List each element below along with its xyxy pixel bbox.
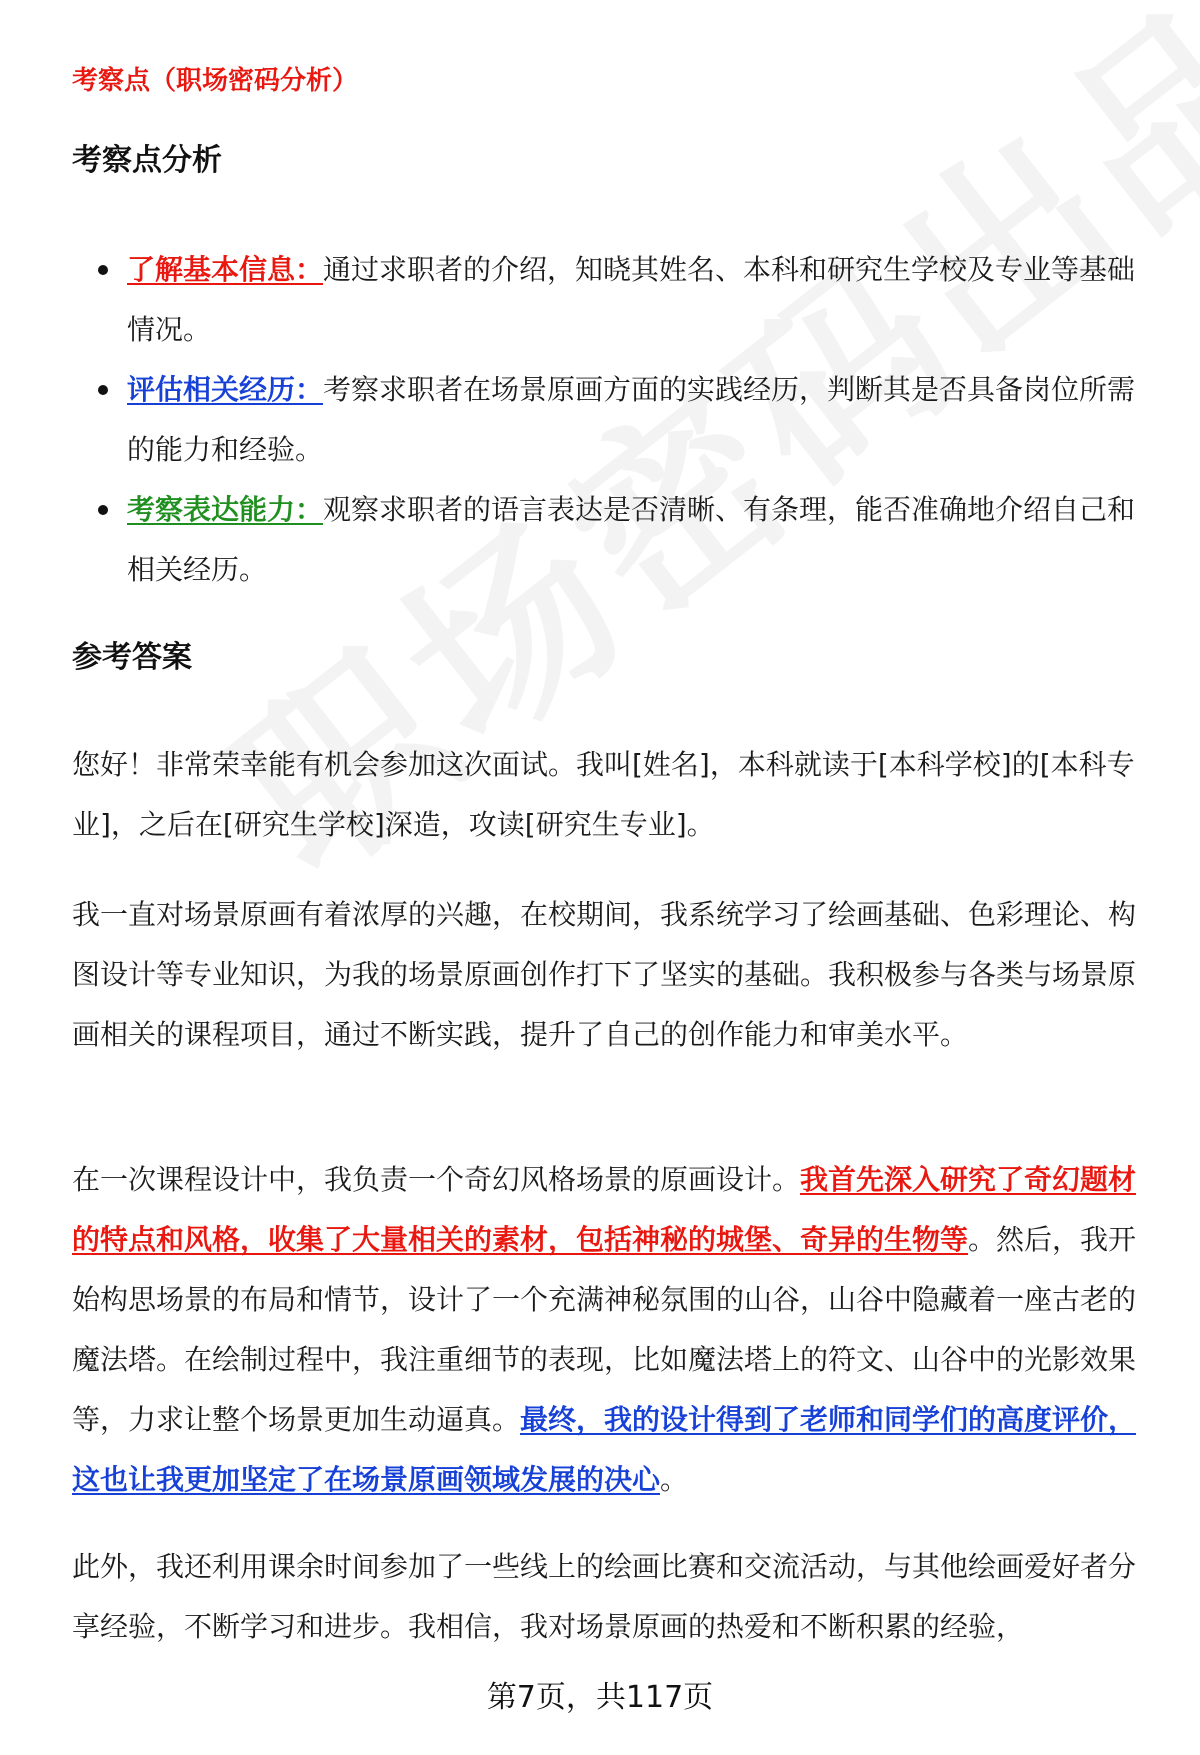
bullet-icon (98, 505, 108, 515)
answer-paragraph-extra: 此外，我还利用课余时间参加了一些线上的绘画比赛和交流活动，与其他绘画爱好者分享经验，不断学习和进步。我相信，我对场景原画的热爱和不断积累的经验， (72, 1550, 1137, 1643)
page-number: 第7页，共117页 (486, 1680, 714, 1715)
analysis-point (72, 480, 1142, 600)
answer-paragraph-project (72, 1150, 1147, 1510)
analysis-points-list (72, 240, 1142, 600)
point-keyword: 评估相关经历： (127, 373, 324, 406)
page-title: 考察点（职场密码分析） (72, 66, 359, 96)
answer-paragraph-interest: 我一直对场景原画有着浓厚的兴趣，在校期间，我系统学习了绘画基础、色彩理论、构图设计等专业知识，为我的场景原画创作打下了坚实的基础。我积极参与各类与场景原画相关的课程项目，通过不断实践，提升了自己的创作能力和审美水平。 (72, 898, 1137, 1051)
point-keyword: 了解基本信息： (127, 253, 324, 286)
highlight-result: 最终，我的设计得到了老师和同学们的高度评价，这也让我更加坚定了在场景原画领域发展的决心 (72, 1403, 1137, 1496)
highlight-research: 我首先深入研究了奇幻题材的特点和风格，收集了大量相关的素材，包括神秘的城堡、奇异的生物等 (72, 1163, 1137, 1256)
point-text: 考察求职者在场景原画方面的实践经历，判断其是否具备岗位所需的能力和经验。 (127, 373, 1136, 466)
project-text-middle: 。然后，我开始构思场景的布局和情节，设计了一个充满神秘氛围的山谷，山谷中隐藏着一座古老的魔法塔。在绘制过程中，我注重细节的表现，比如魔法塔上的符文、山谷中的光影效果等，力求让整个场景更加生动逼真。 (72, 1223, 1137, 1436)
bullet-icon (98, 385, 108, 395)
project-text-end: 。 (660, 1463, 689, 1496)
project-text-start: 在一次课程设计中，我负责一个奇幻风格场景的原画设计。 (72, 1163, 801, 1196)
section-heading-answer: 参考答案 (72, 640, 192, 675)
point-keyword: 考察表达能力： (127, 493, 324, 526)
analysis-point (72, 240, 1142, 360)
section-heading-analysis: 考察点分析 (72, 143, 222, 178)
point-text: 通过求职者的介绍，知晓其姓名、本科和研究生学校及专业等基础情况。 (127, 253, 1136, 346)
answer-paragraph-intro: 您好！非常荣幸能有机会参加这次面试。我叫[姓名]，本科就读于[本科学校]的[本科专业]，之后在[研究生学校]深造，攻读[研究生专业]。 (72, 748, 1135, 841)
point-text: 观察求职者的语言表达是否清晰、有条理，能否准确地介绍自己和相关经历。 (127, 493, 1136, 586)
analysis-point (72, 360, 1142, 480)
bullet-icon (98, 265, 108, 275)
